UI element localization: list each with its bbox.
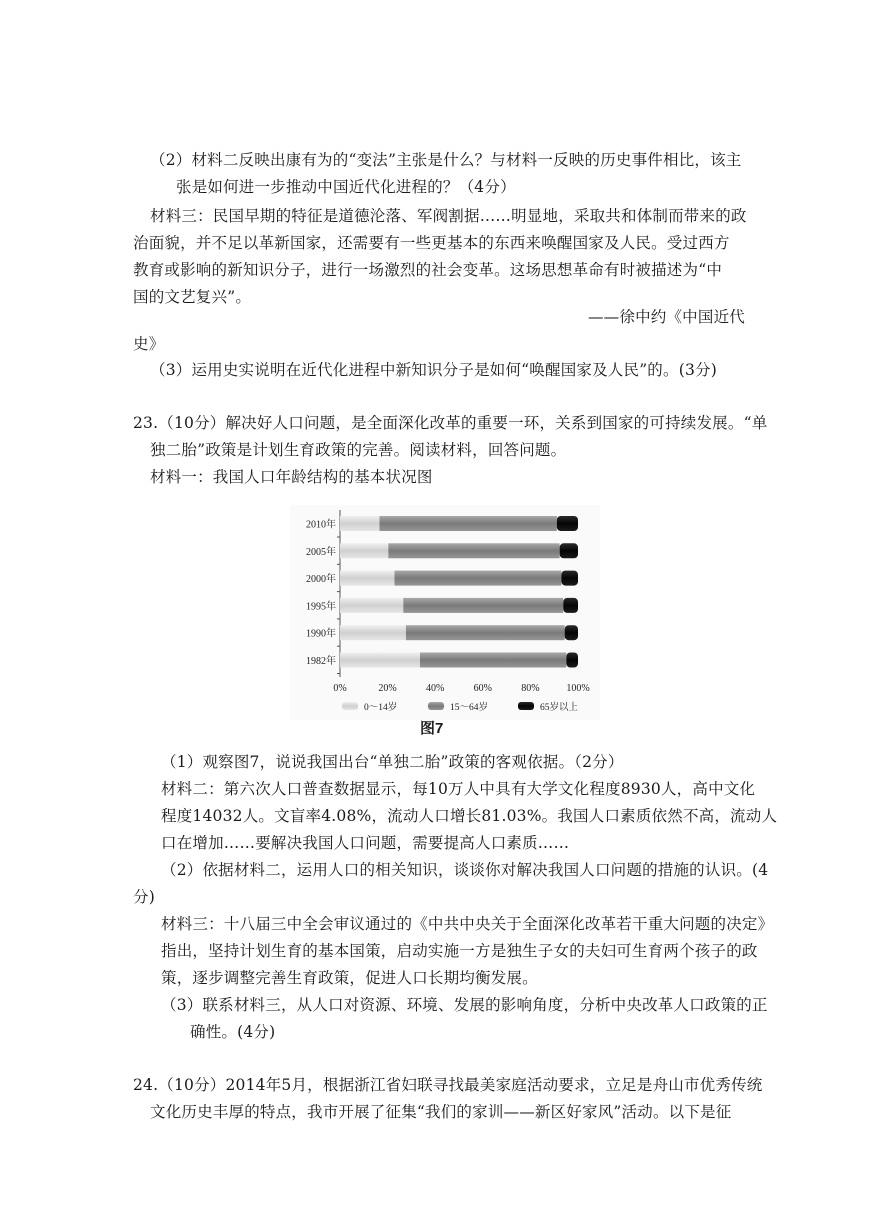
population-age-structure-chart (290, 505, 600, 720)
bar-segment (403, 598, 563, 613)
text-line: 张是如何进一步推动中国近代化进程的？（4分） (176, 178, 516, 196)
text-line: 分) (133, 888, 155, 906)
legend-label: 65岁以上 (540, 703, 579, 713)
bar-segment (395, 571, 562, 586)
bar-segment (420, 653, 566, 668)
text-line: 材料二：第六次人口普查数据显示，每10万人中具有大学文化程度8930人，高中文化 (161, 780, 756, 798)
text-line: 24.（10分）2014年5月，根据浙江省妇联寻找最美家庭活动要求，立足是舟山市优秀传统 (133, 1076, 763, 1094)
category-label: 1990年 (306, 628, 336, 640)
x-tick-label: 100% (566, 683, 590, 694)
text-line: 材料一：我国人口年龄结构的基本状况图 (150, 468, 433, 486)
legend-swatch (342, 702, 358, 710)
bar-segment (561, 571, 578, 586)
x-tick-label: 40% (426, 683, 445, 694)
legend-swatch (518, 702, 534, 710)
text-line: 口在增加……要解决我国人口问题，需要提高人口素质…… (161, 834, 570, 852)
bar-segment (565, 625, 578, 640)
text-line: 材料三：民国早期的特征是道德沦落、军阀割据……明显地，采取共和体制而带来的政 (150, 207, 747, 225)
bar-segment (340, 653, 420, 668)
figure-caption: 图7 (420, 720, 444, 737)
bar-segment (380, 516, 557, 531)
bar-segment (566, 653, 578, 668)
text-line: 史》 (133, 335, 165, 353)
text-line: （2）材料二反映出康有为的“变法”主张是什么？与材料一反映的历史事件相比，该主 (150, 151, 742, 169)
text-line: 程度14032人。文盲率4.08%，流动人口增长81.03%。我国人口素质依然不高，流动人 (161, 807, 778, 825)
category-label: 1995年 (306, 601, 336, 613)
category-label: 2010年 (306, 519, 336, 531)
text-line: 独二胎”政策是计划生育政策的完善。阅读材料，回答问题。 (150, 441, 567, 459)
bar-segment (563, 598, 578, 613)
bar-segment (557, 516, 578, 531)
text-line: 23.（10分）解决好人口问题，是全面深化改革的重要一环，关系到国家的可持续发展。“单 (133, 414, 768, 432)
text-line: 教育或影响的新知识分子，进行一场激烈的社会变革。这场思想革命有时被描述为“中 (133, 261, 723, 279)
bar-segment (340, 543, 388, 558)
bar-segment (340, 516, 380, 531)
text-line: 指出，坚持计划生育的基本国策，启动实施一方是独生子女的夫妇可生育两个孩子的政 (161, 942, 758, 960)
text-line: 国的文艺复兴”。 (133, 288, 252, 306)
text-line: 文化历史丰厚的特点，我市开展了征集“我们的家训——新区好家风”活动。以下是征 (150, 1103, 732, 1121)
text-line: （3）联系材料三，从人口对资源、环境、发展的影响角度，分析中央改革人口政策的正 (161, 996, 768, 1014)
legend-label: 15～64岁 (450, 703, 489, 713)
category-label: 2000年 (306, 574, 336, 586)
text-line: 材料三：十八届三中全会审议通过的《中共中央关于全面深化改革若干重大问题的决定》 (161, 915, 774, 933)
bar-segment (340, 625, 406, 640)
bar-segment (560, 543, 578, 558)
text-line: 治面貌，并不足以革新国家，还需要有一些更基本的东西来唤醒国家及人民。受过西方 (133, 234, 730, 252)
text-line: （3）运用史实说明在近代化进程中新知识分子是如何“唤醒国家及人民”的。(3分) (150, 361, 717, 379)
bar-segment (340, 598, 403, 613)
x-tick-label: 0% (333, 683, 347, 694)
legend-swatch (428, 702, 444, 710)
text-line: 策，逐步调整完善生育政策，促进人口长期均衡发展。 (161, 969, 538, 987)
attribution: ——徐中约《中国近代 (587, 308, 745, 326)
text-line: 确性。(4分) (190, 1023, 276, 1041)
legend-label: 0～14岁 (364, 703, 398, 713)
category-label: 1982年 (306, 656, 336, 667)
text-line: （2）依据材料二，运用人口的相关知识，谈谈你对解决我国人口问题的措施的认识。(4 (161, 861, 769, 879)
text-line: （1）观察图7，说说我国出台“单独二胎”政策的客观依据。（2分） (161, 753, 624, 771)
bar-segment (388, 543, 559, 558)
bar-segment (340, 571, 395, 586)
x-tick-label: 20% (378, 683, 397, 694)
category-label: 2005年 (306, 546, 336, 558)
bar-segment (406, 625, 565, 640)
x-tick-label: 80% (521, 683, 540, 694)
x-tick-label: 60% (473, 683, 492, 694)
